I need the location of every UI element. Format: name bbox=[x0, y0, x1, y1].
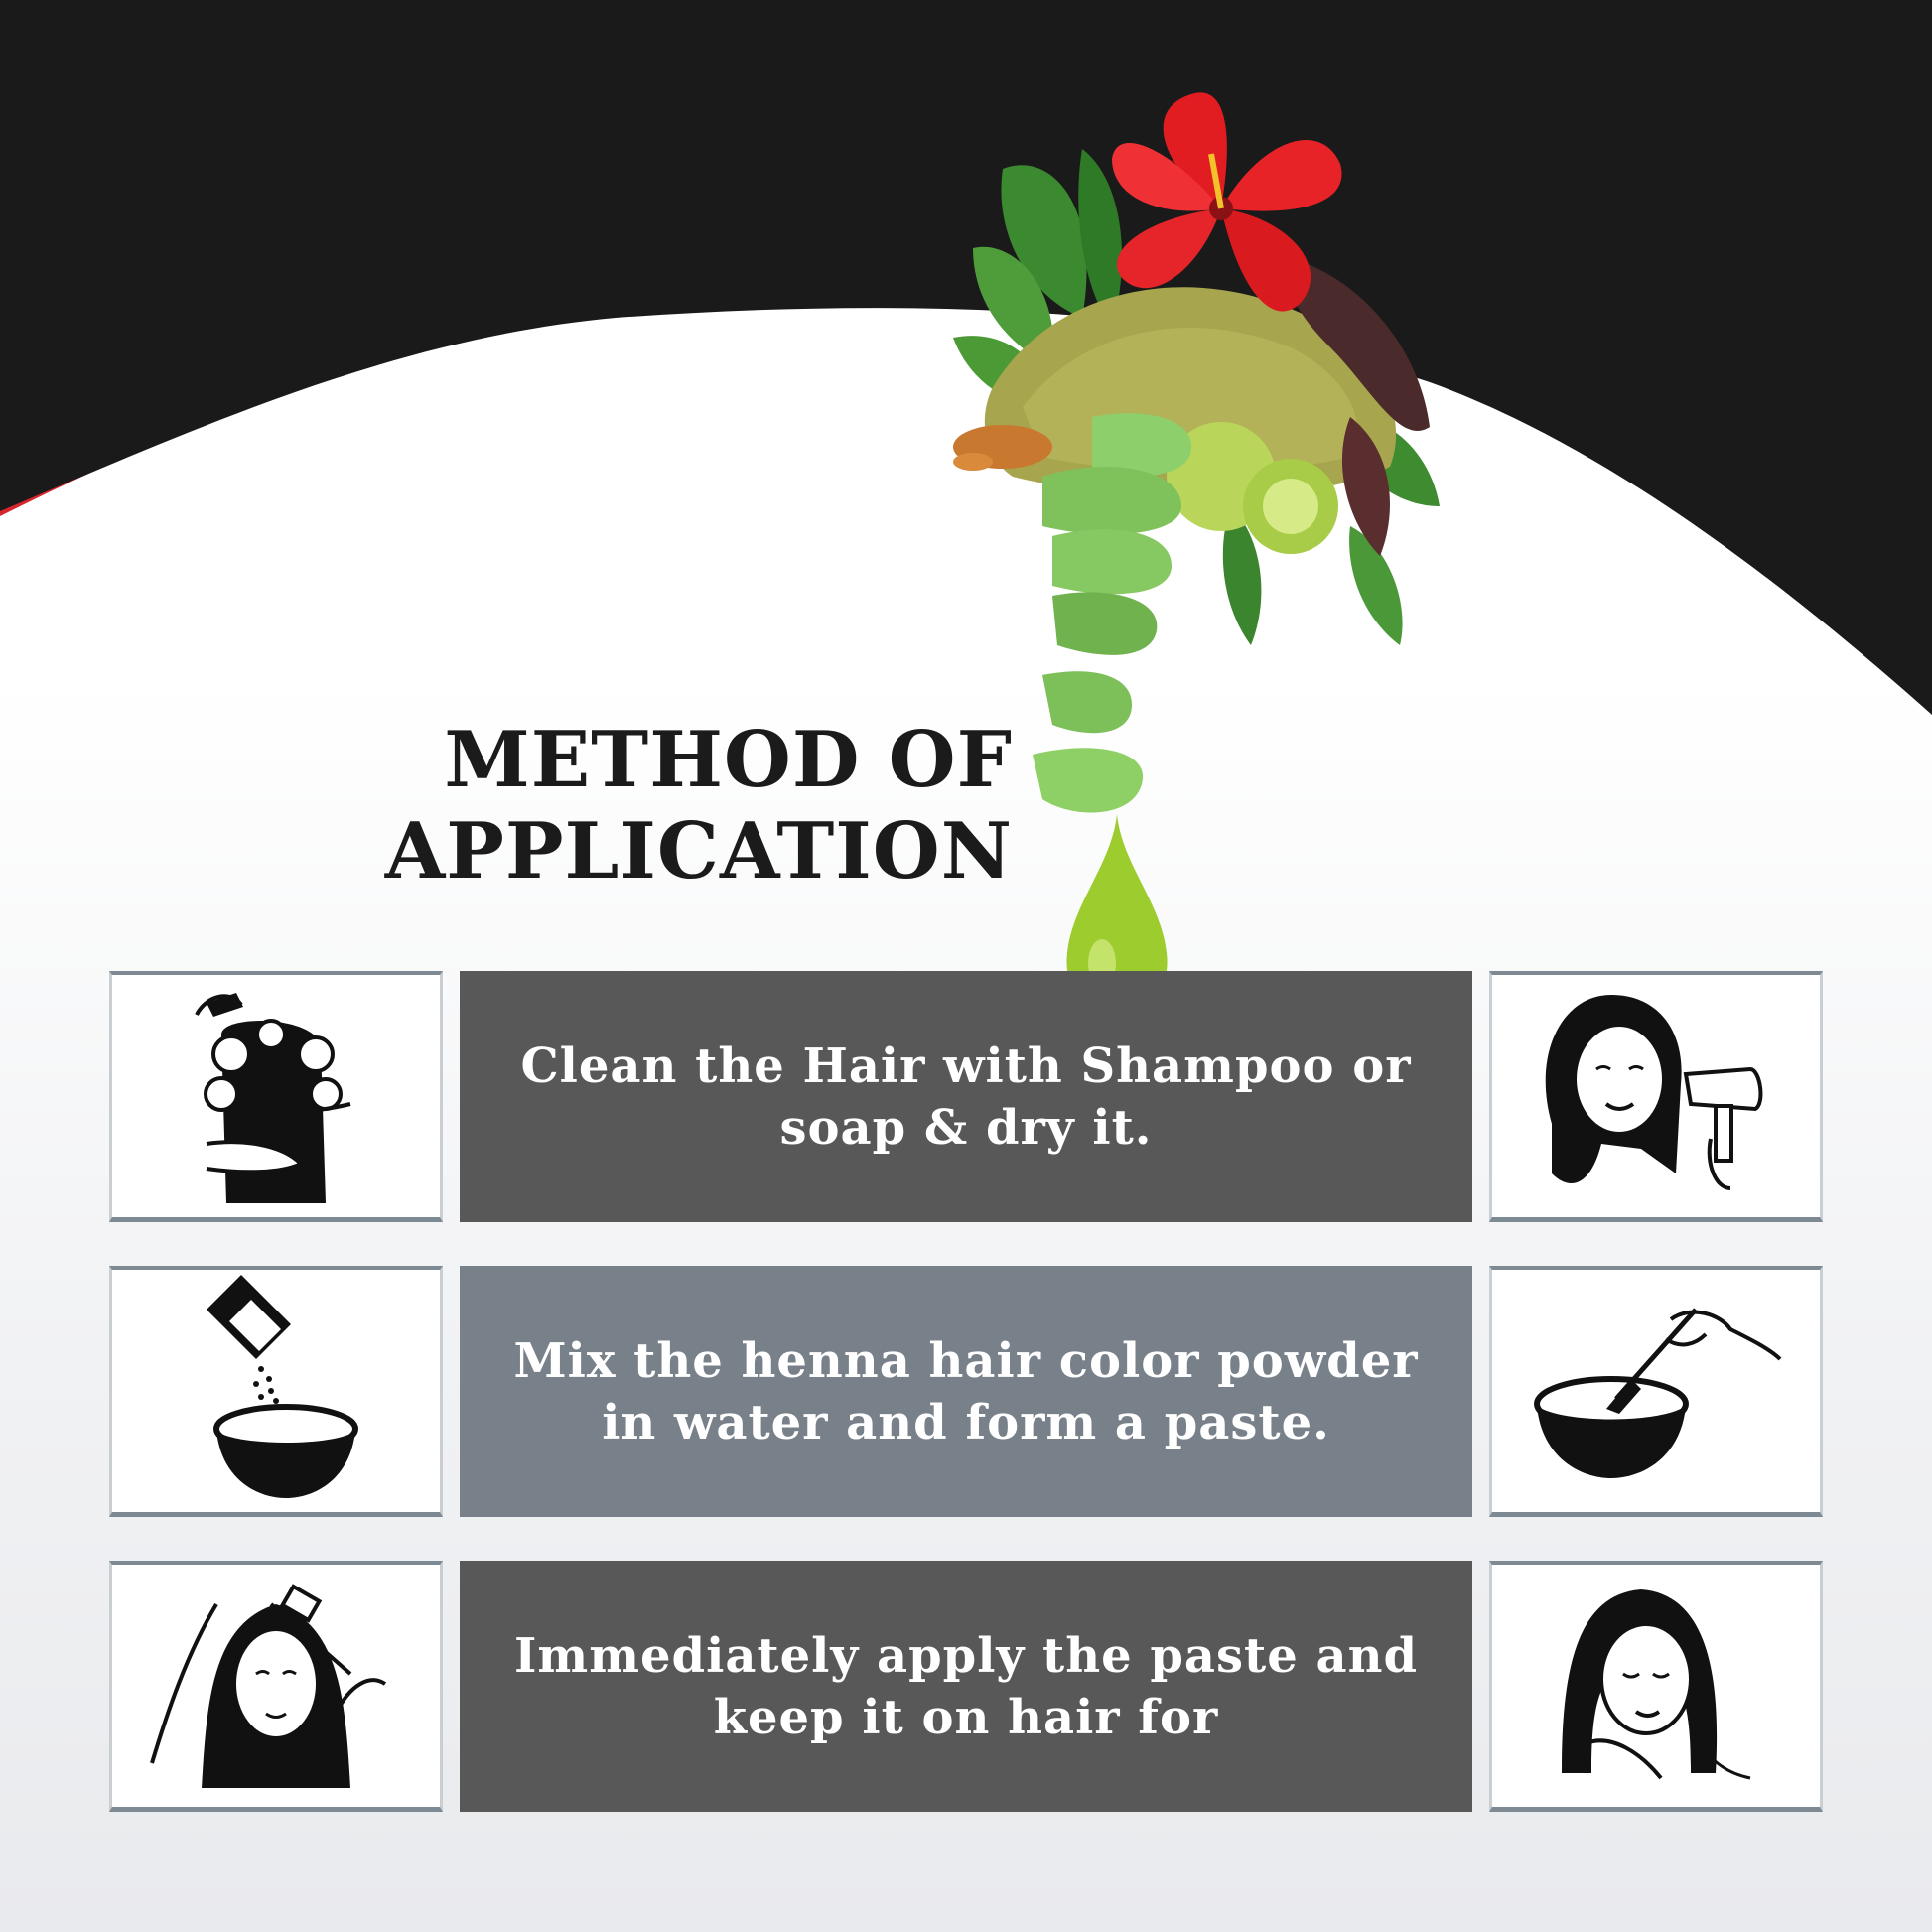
step-2-right-icon-box bbox=[1489, 1266, 1823, 1517]
step-3-left-icon-box bbox=[109, 1561, 443, 1812]
step-row-1 bbox=[109, 971, 1823, 1224]
step-1-left-icon-box bbox=[109, 971, 443, 1222]
apply-paste-icon bbox=[112, 1565, 440, 1807]
title-line-1: METHOD OF bbox=[444, 715, 1013, 805]
step-2-left-icon-box bbox=[109, 1266, 443, 1517]
step-row-2 bbox=[109, 1266, 1823, 1519]
smooth-hair-icon bbox=[1492, 1565, 1820, 1807]
hair-dryer-icon bbox=[1492, 975, 1820, 1217]
shampoo-wash-icon bbox=[112, 975, 440, 1217]
step-1-right-icon-box bbox=[1489, 971, 1823, 1222]
step-1-text: Clean the Hair with Shampoo or soap & dry it. bbox=[460, 971, 1472, 1222]
herbal-ingredients-icon bbox=[933, 89, 1489, 1023]
step-3-text: Immediately apply the paste and keep it on hair for bbox=[460, 1561, 1472, 1812]
powder-bowl-icon bbox=[112, 1270, 440, 1512]
step-3-right-icon-box bbox=[1489, 1561, 1823, 1812]
page-title bbox=[385, 715, 1013, 897]
step-row-3 bbox=[109, 1561, 1823, 1814]
step-2-text: Mix the henna hair color powder in water and form a paste. bbox=[460, 1266, 1472, 1517]
mixing-brush-bowl-icon bbox=[1492, 1270, 1820, 1512]
title-line-2: APPLICATION bbox=[384, 806, 1013, 897]
